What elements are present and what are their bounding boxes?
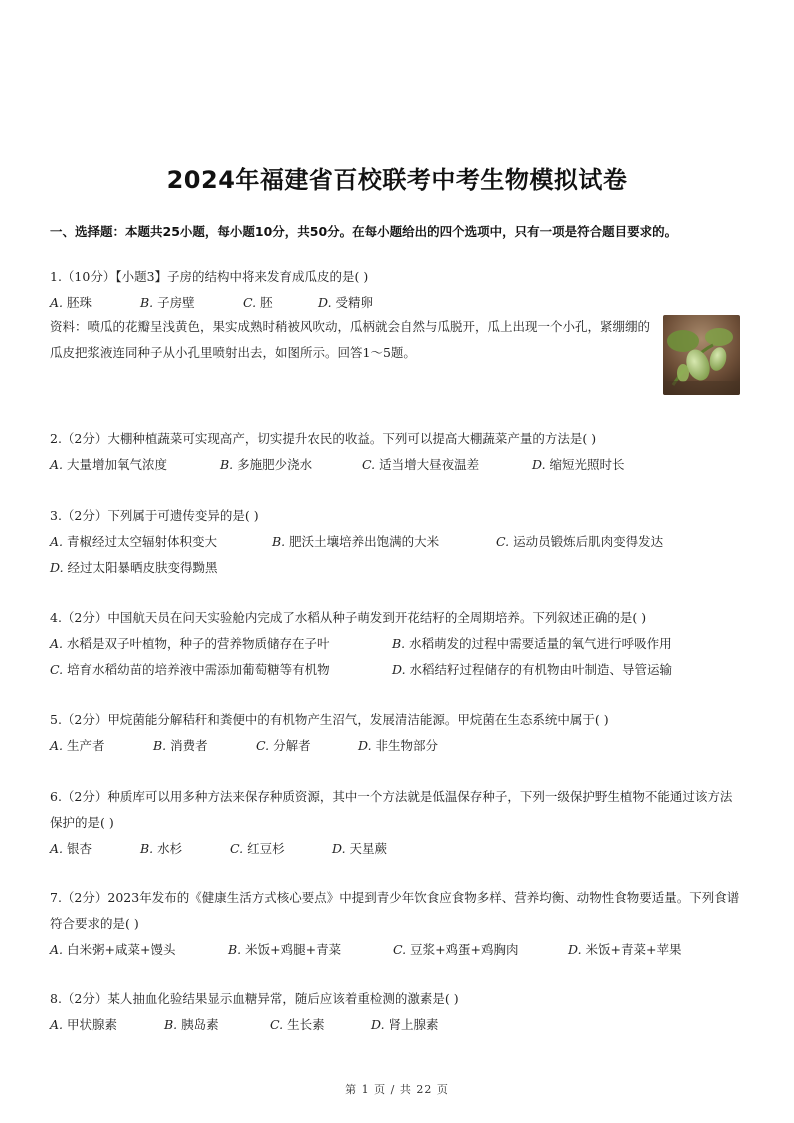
- page-footer: 第 1 页 / 共 22 页: [345, 1083, 449, 1096]
- option-row: [50, 836, 740, 862]
- option-a[interactable]: A. 大量增加氧气浓度: [50, 457, 168, 472]
- option-row: [50, 657, 740, 683]
- option-b[interactable]: B. 肥沃土壤培养出饱满的大米: [272, 534, 440, 549]
- option-b[interactable]: B. 水稻萌发的过程中需要适量的氧气进行呼吸作用: [392, 636, 672, 651]
- question-stem: 6.（2分）种质库可以用多种方法来保存种质资源，其中一个方法就是低温保存种子，下列一级保护野生植物不能通过该方法保护的是( ): [50, 789, 733, 830]
- reading-material: 资料：喷瓜的花瓣呈浅黄色，果实成熟时稍被风吹动，瓜柄就会自然与瓜脱开，瓜上出现一个小孔，紧绷绷的瓜皮把浆液连同种子从小孔里喷射出去，如图所示。回答1～5题。: [50, 319, 651, 360]
- option-b[interactable]: B. 水杉: [140, 841, 183, 856]
- option-a[interactable]: A. 白米粥+咸菜+馒头: [50, 942, 176, 957]
- option-d[interactable]: D. 受精卵: [318, 295, 374, 310]
- option-row: [50, 290, 740, 316]
- option-a[interactable]: A. 甲状腺素: [50, 1017, 118, 1032]
- option-b[interactable]: B. 米饭+鸡腿+青菜: [228, 942, 342, 957]
- option-a[interactable]: A. 银杏: [50, 841, 93, 856]
- section-heading: 一、选择题：本题共25小题，每小题10分，共50分。在每小题给出的四个选项中，只有一项是符合题目要求的。: [50, 224, 678, 239]
- option-row: [50, 529, 740, 555]
- option-b[interactable]: B. 胰岛素: [164, 1017, 219, 1032]
- page-title: 2024年福建省百校联考中考生物模拟试卷: [166, 166, 628, 194]
- option-c[interactable]: C. 豆浆+鸡蛋+鸡胸肉: [393, 942, 519, 957]
- question-2: [50, 426, 740, 478]
- question-stem: 5.（2分）甲烷菌能分解秸秆和粪便中的有机物产生沼气，发展清洁能源。甲烷菌在生态系统中属于( ): [50, 712, 609, 727]
- option-d[interactable]: D. 经过太阳暴晒皮肤变得黝黑: [50, 560, 218, 575]
- option-d[interactable]: D. 肾上腺素: [371, 1017, 439, 1032]
- option-b[interactable]: B. 消费者: [153, 738, 208, 753]
- option-c[interactable]: C. 分解者: [256, 738, 311, 753]
- option-d[interactable]: D. 米饭+青菜+苹果: [568, 942, 682, 957]
- option-row: [50, 1012, 740, 1038]
- option-a[interactable]: A. 胚珠: [50, 295, 93, 310]
- question-3: [50, 503, 740, 581]
- question-7: [50, 885, 740, 963]
- question-stem: 4.（2分）中国航天员在问天实验舱内完成了水稻从种子萌发到开花结籽的全周期培养。下列叙述正确的是( ): [50, 610, 647, 625]
- option-d[interactable]: D. 非生物部分: [358, 738, 439, 753]
- option-row: [50, 937, 740, 963]
- option-a[interactable]: A. 水稻是双子叶植物，种子的营养物质储存在子叶: [50, 636, 330, 651]
- option-d[interactable]: D. 天星蕨: [332, 841, 388, 856]
- option-row: [50, 733, 740, 759]
- question-4: [50, 605, 740, 683]
- plant-photo-svg: [663, 315, 740, 395]
- question-stem: 1.（10分）【小题3】子房的结构中将来发育成瓜皮的是( ): [50, 269, 369, 284]
- option-c[interactable]: C. 胚: [243, 295, 273, 310]
- question-5: [50, 707, 740, 759]
- option-c[interactable]: C. 生长素: [270, 1017, 325, 1032]
- question-6: [50, 784, 740, 862]
- option-row: [50, 631, 740, 657]
- squirting-cucumber-photo-icon: [663, 315, 740, 395]
- question-8: [50, 986, 740, 1038]
- question-1: [50, 264, 740, 316]
- question-stem: 7.（2分）2023年发布的《健康生活方式核心要点》中提到青少年饮食应食物多样、营养均衡、动物性食物要适量。下列食谱符合要求的是( ): [50, 890, 740, 931]
- option-a[interactable]: A. 生产者: [50, 738, 105, 753]
- option-c[interactable]: C. 运动员锻炼后肌肉变得发达: [496, 534, 664, 549]
- question-stem: 2.（2分）大棚种植蔬菜可实现高产，切实提升农民的收益。下列可以提高大棚蔬菜产量的方法是( ): [50, 431, 597, 446]
- option-c[interactable]: C. 培育水稻幼苗的培养液中需添加葡萄糖等有机物: [50, 662, 330, 677]
- option-a[interactable]: A. 青椒经过太空辐射体积变大: [50, 534, 218, 549]
- option-b[interactable]: B. 多施肥少浇水: [220, 457, 313, 472]
- option-d[interactable]: D. 缩短光照时长: [532, 457, 625, 472]
- question-stem: 8.（2分）某人抽血化验结果显示血糖异常，随后应该着重检测的激素是( ): [50, 991, 459, 1006]
- option-b[interactable]: B. 子房壁: [140, 295, 195, 310]
- option-d[interactable]: D. 水稻结籽过程储存的有机物由叶制造、导管运输: [392, 662, 673, 677]
- option-row: [50, 452, 740, 478]
- option-c[interactable]: C. 红豆杉: [230, 841, 285, 856]
- option-c[interactable]: C. 适当增大昼夜温差: [362, 457, 480, 472]
- question-stem: 3.（2分）下列属于可遗传变异的是( ): [50, 508, 259, 523]
- option-row: [50, 555, 740, 581]
